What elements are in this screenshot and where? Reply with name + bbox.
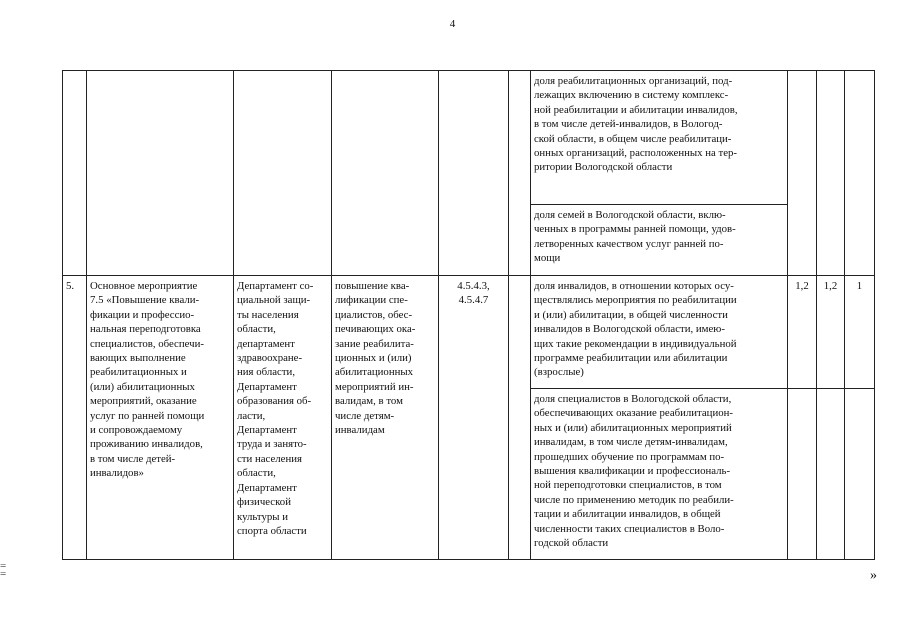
indicator-cell: доля семей в Вологодской области, вклю- ченных в программы ранней помощи, удов- летворенных качеством услуг ранней по- мощи — [531, 205, 788, 276]
value-cell — [788, 71, 817, 276]
value-cell — [817, 71, 845, 276]
result-cell — [332, 71, 439, 276]
page-number: 4 — [449, 18, 456, 30]
codes-cell: 4.5.4.3, 4.5.4.7 — [439, 276, 509, 560]
value-cell: 1,2 — [788, 276, 817, 389]
margin-marks: = = — [0, 560, 7, 580]
closing-quote: » — [870, 568, 877, 583]
executor-cell: Департамент со- циальной защи- ты населения области, департамент здравоохране- ния области, Департамент образования об- ласти, Департамент труда и занято- сти населения области, Департамент физической культуры и спорта области — [234, 276, 332, 560]
value-cell — [845, 71, 875, 276]
row-number-cell: 5. — [63, 276, 87, 560]
value-cell: 1,2 — [817, 276, 845, 389]
indicator-cell: доля специалистов в Вологодской области, обеспечивающих оказание реабилитацион- ных и (или) абилитационных мероприятий инвалидам, в том числе детям-инвалидам, прошедших обучение по программам по- вышения квалификации и профессиональ- ной переподготовки специалистов, в том числе по применению методик по реабили- тации и абилитации инвалидов, в общей численности таких специалистов в Воло- годской области — [531, 389, 788, 560]
result-cell: повышение ква- лификации спе- циалистов, обес- печивающих ока- зание реабилита- ционных и (или) абилитационных мероприятий ин- валидам, в том числе детям- инвалидам — [332, 276, 439, 560]
spacer-cell — [509, 276, 531, 560]
indicator-cell: доля реабилитационных организаций, под- лежащих включению в систему комплекс- ной реабилитации и абилитации инвалидов, в том числе детей-инвалидов, в Вологод- ской области, в общем числе реабилитаци- онных организаций, расположенных на тер- ритории Вологодской области — [531, 71, 788, 205]
value-cell — [788, 389, 817, 560]
event-cell: Основное мероприятие 7.5 «Повышение квали- фикации и профессио- нальная переподготовка специалистов, обеспечи- вающих выполнение реабилитационных и (или) абилитационных мероприятий, оказание услуг по ранней помощи и сопровождаемому проживанию инвалидов, в том числе детей- инвалидов» — [87, 276, 234, 560]
indicator-cell: доля инвалидов, в отношении которых осу- ществлялись мероприятия по реабилитации и (или) абилитации, в общей численности инвалидов в Вологодской области, имею- щих такие рекомендации в индивидуальной программе реабилитации или абилитации (взрослые) — [531, 276, 788, 389]
executor-cell — [234, 71, 332, 276]
spacer-cell — [509, 71, 531, 276]
table-row — [63, 276, 875, 389]
value-cell — [817, 389, 845, 560]
table-row — [63, 71, 875, 205]
event-cell — [87, 71, 234, 276]
value-cell — [845, 389, 875, 560]
row-number-cell — [63, 71, 87, 276]
value-cell: 1 — [845, 276, 875, 389]
codes-cell — [439, 71, 509, 276]
program-table — [62, 70, 875, 560]
